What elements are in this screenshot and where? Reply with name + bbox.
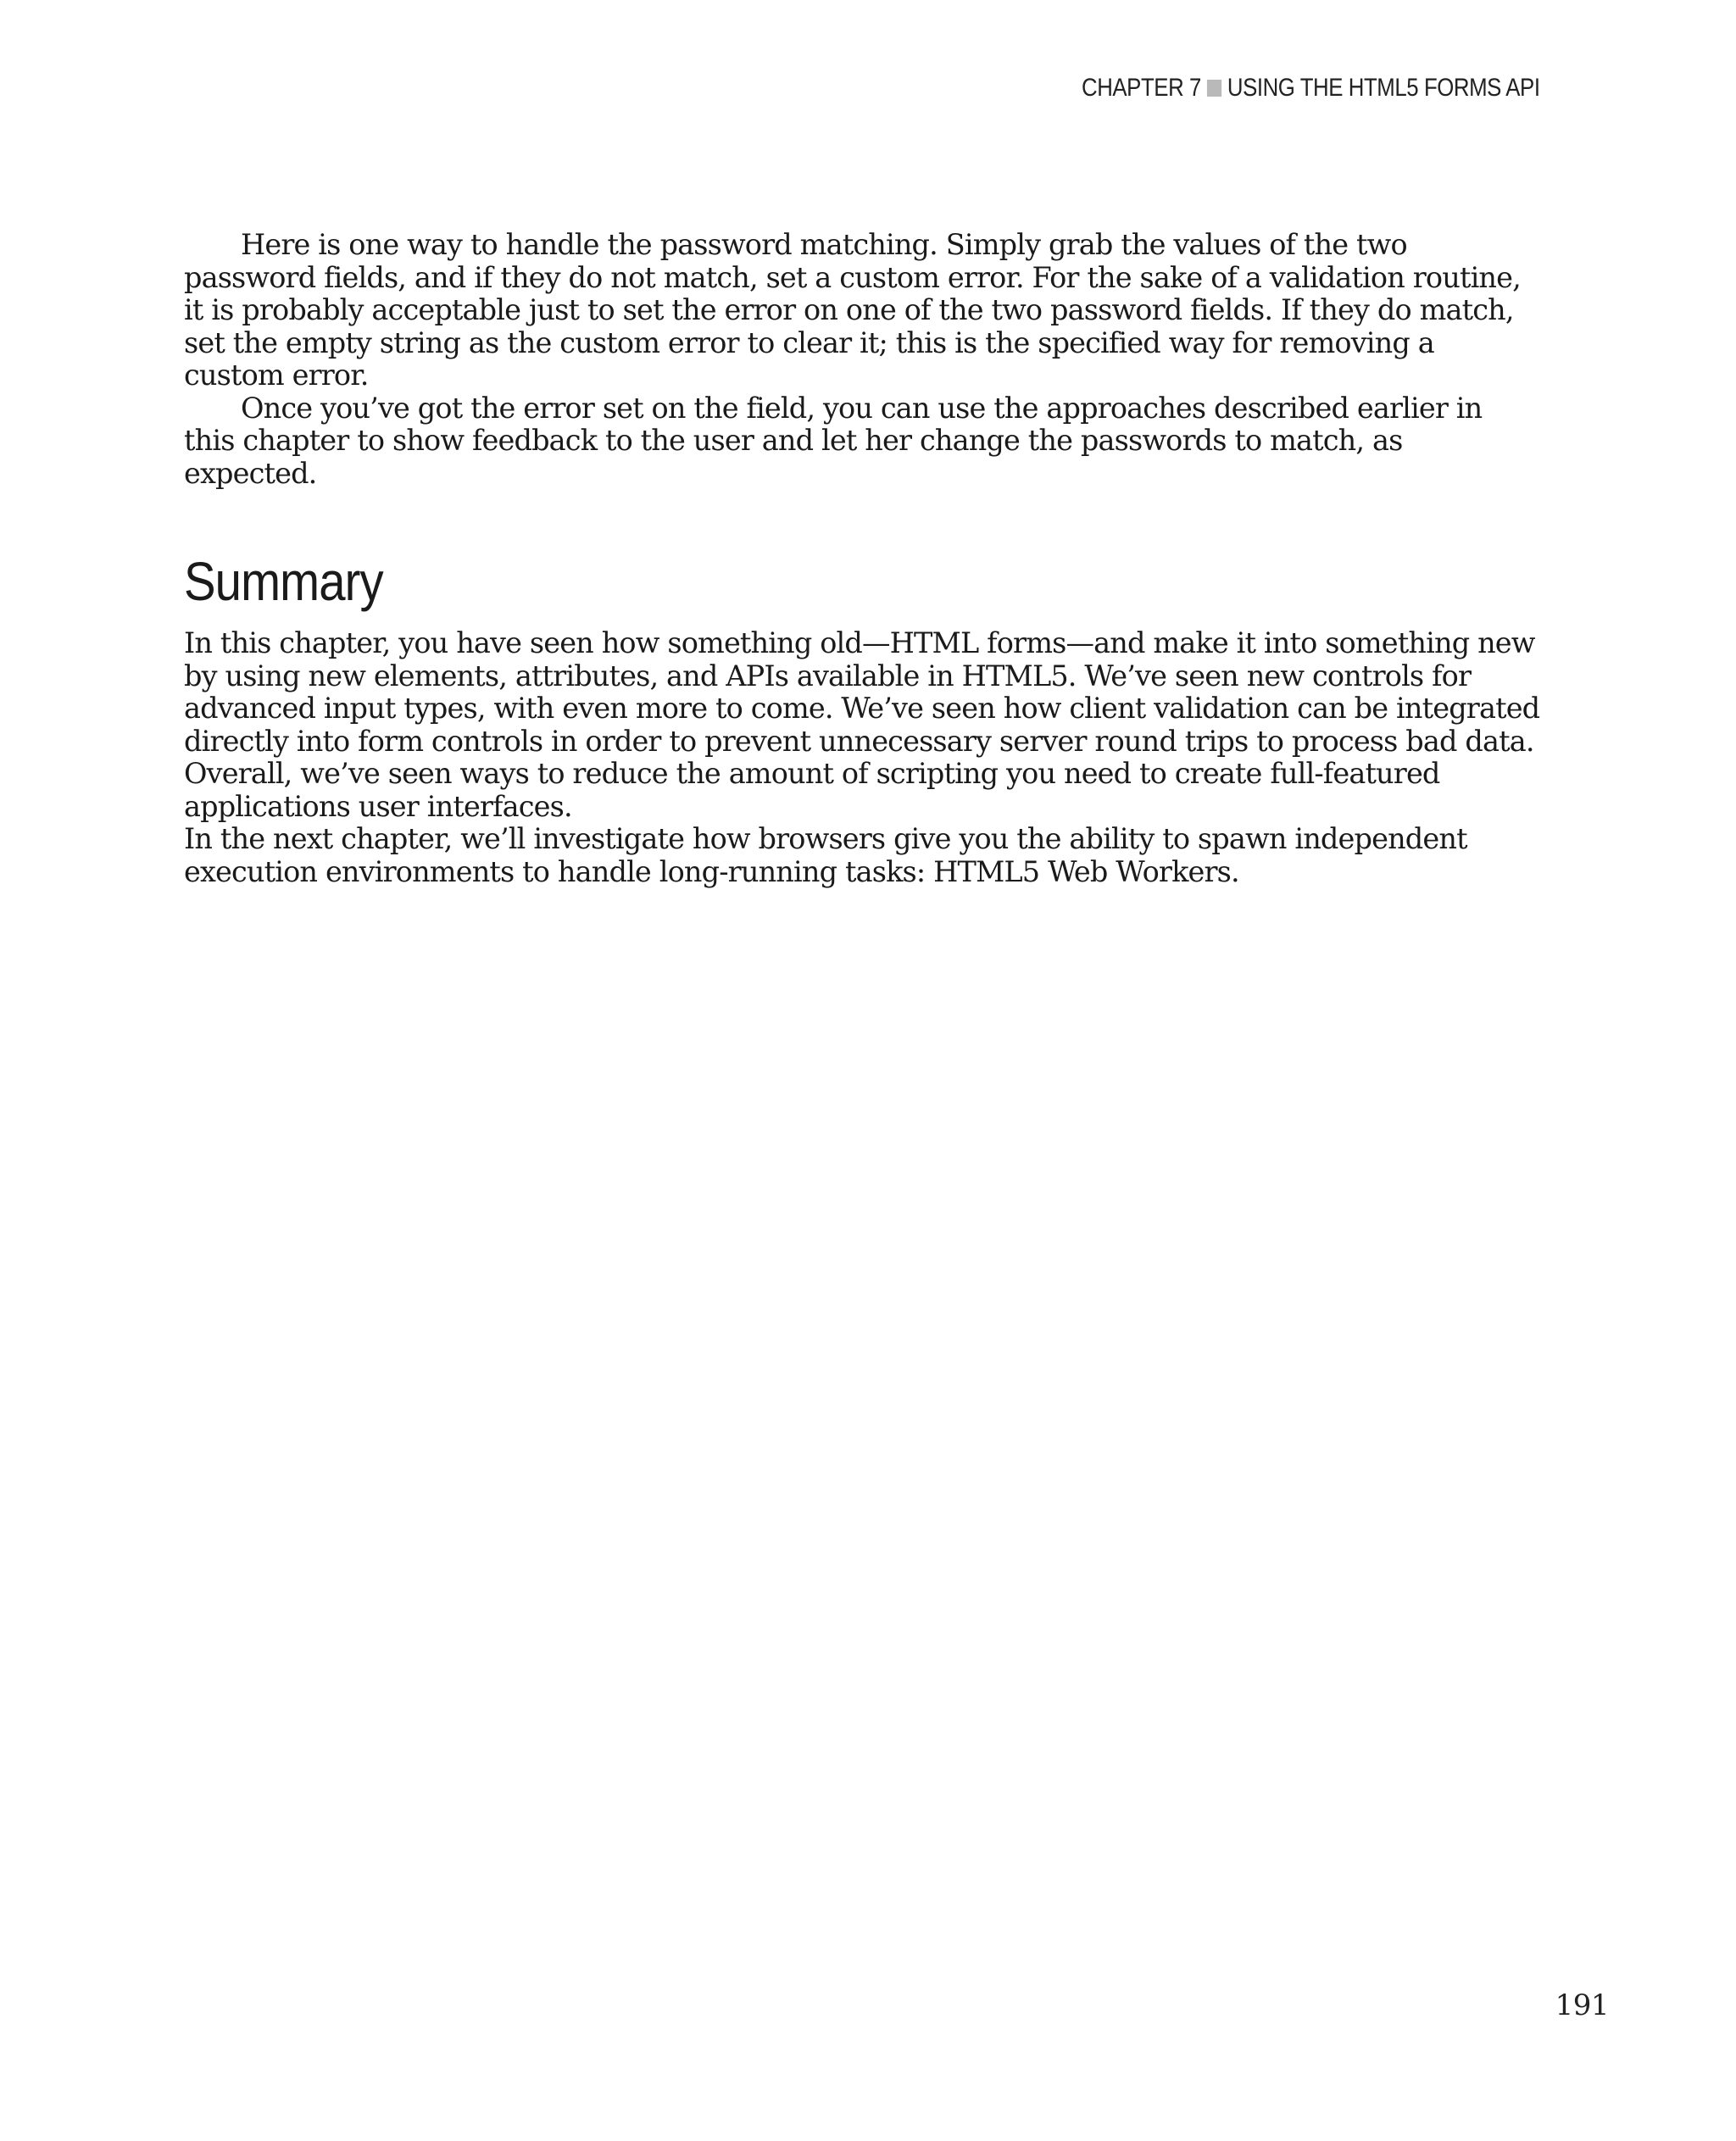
spacer <box>184 490 1540 551</box>
header-chapter: CHAPTER 7 <box>1082 74 1202 102</box>
spacer <box>184 612 1540 627</box>
summary-paragraph-2: In the next chapter, we’ll investigate how browsers give you the ability to spawn independent execution environments to handle long-running tasks: HTML5 Web Workers. <box>184 822 1467 888</box>
body-paragraph-1: Here is one way to handle the password matching. Simply grab the values of the two password fields, and if they do not match, set a custom error. For the sake of a validation routine, it is probably acceptable just to set the error on one of the two password fields. If they do match, set the empty string as the custom error to clear it; this is the specified way for removing a custom error. <box>184 228 1521 392</box>
section-heading-summary: Summary <box>184 551 383 612</box>
header-separator-square-icon <box>1207 80 1221 97</box>
body-paragraph-2: Once you’ve got the error set on the field, you can use the approaches described earlier in this chapter to show feedback to the user and let her change the passwords to match, as expected. <box>184 391 1483 490</box>
page-body <box>184 229 1540 888</box>
running-header <box>1082 73 1540 103</box>
header-title: USING THE HTML5 FORMS API <box>1227 74 1540 102</box>
page-number: 191 <box>1555 1988 1609 2022</box>
summary-paragraph-1: In this chapter, you have seen how something old—HTML forms—and make it into something new by using new elements, attributes, and APIs available in HTML5. We’ve seen new controls for advanced input types, with even more to come. We’ve seen how client validation can be integrated directly into form controls in order to prevent unnecessary server round trips to process bad data. Overall, we’ve seen ways to reduce the amount of scripting you need to create full-featured applications user interfaces. <box>184 626 1540 823</box>
